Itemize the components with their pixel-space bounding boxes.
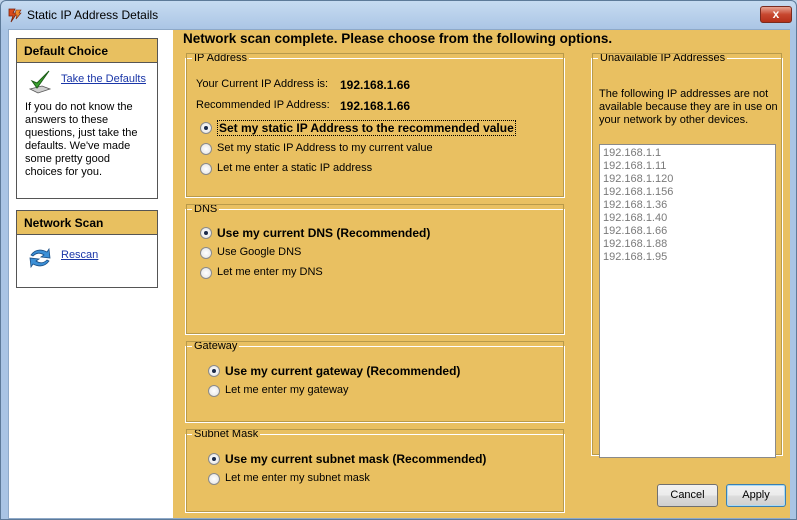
radio-subnet-current-dot[interactable] bbox=[208, 453, 220, 465]
recommended-ip-value: 192.168.1.66 bbox=[340, 99, 411, 113]
radio-dns-manual-label: Let me enter my DNS bbox=[217, 266, 323, 278]
default-choice-panel bbox=[16, 38, 158, 199]
radio-ip-recommended-label: Set my static IP Address to the recommended value bbox=[219, 121, 514, 135]
ip-list-item[interactable]: 192.168.1.95 bbox=[603, 251, 668, 263]
dns-group bbox=[185, 203, 565, 335]
refresh-arrows-icon bbox=[27, 245, 53, 271]
dialog-client-area bbox=[8, 29, 790, 519]
unavailable-ip-description: The following IP addresses are not available because they are in use on your network by other devices. bbox=[599, 88, 778, 126]
network-scan-panel bbox=[16, 210, 158, 288]
current-ip-label: Your Current IP Address is: bbox=[196, 78, 329, 90]
unavailable-ip-group bbox=[591, 52, 783, 456]
subnet-mask-group bbox=[185, 428, 565, 513]
ip-list-item[interactable]: 192.168.1.1 bbox=[603, 147, 662, 159]
ip-list-item[interactable]: 192.168.1.36 bbox=[603, 199, 668, 211]
app-logo-icon bbox=[7, 7, 23, 23]
unavailable-ip-legend: Unavailable IP Addresses bbox=[600, 52, 726, 64]
radio-dns-current-dot[interactable] bbox=[200, 227, 212, 239]
radio-ip-current-label: Set my static IP Address to my current value bbox=[217, 142, 433, 154]
radio-dns-google-label: Use Google DNS bbox=[217, 246, 302, 258]
dns-legend: DNS bbox=[194, 203, 218, 215]
recommended-ip-label: Recommended IP Address: bbox=[196, 99, 330, 111]
recommended-ip-row bbox=[196, 99, 411, 113]
radio-ip-manual-dot[interactable] bbox=[200, 163, 212, 175]
radio-dns-google-dot[interactable] bbox=[200, 247, 212, 259]
radio-subnet-current-label: Use my current subnet mask (Recommended) bbox=[225, 452, 487, 466]
ip-list-item[interactable]: 192.168.1.40 bbox=[603, 212, 668, 224]
default-choice-title: Default Choice bbox=[17, 39, 157, 63]
radio-ip-recommended-dot[interactable] bbox=[200, 122, 212, 134]
options-panel bbox=[173, 30, 790, 518]
radio-subnet-manual-dot[interactable] bbox=[208, 473, 220, 485]
subnet-mask-legend: Subnet Mask bbox=[194, 428, 259, 440]
rescan-row bbox=[17, 235, 157, 281]
radio-gateway-manual-dot[interactable] bbox=[208, 385, 220, 397]
apply-button[interactable]: Apply bbox=[726, 484, 786, 507]
radio-gateway-current-label: Use my current gateway (Recommended) bbox=[225, 364, 461, 378]
rescan-link[interactable]: Rescan bbox=[61, 249, 99, 261]
current-ip-row bbox=[196, 78, 411, 92]
radio-dns-manual-dot[interactable] bbox=[200, 267, 212, 279]
ip-list-item[interactable]: 192.168.1.66 bbox=[603, 225, 668, 237]
title-bar[interactable] bbox=[1, 1, 796, 29]
radio-ip-manual-label: Let me enter a static IP address bbox=[217, 162, 373, 174]
ip-list-item[interactable]: 192.168.1.88 bbox=[603, 238, 668, 250]
take-defaults-row bbox=[17, 63, 157, 97]
ip-list-item[interactable]: 192.168.1.11 bbox=[603, 160, 667, 172]
current-ip-value: 192.168.1.66 bbox=[340, 78, 411, 92]
radio-dns-current-label: Use my current DNS (Recommended) bbox=[217, 226, 431, 240]
gateway-legend: Gateway bbox=[194, 340, 238, 352]
cancel-button[interactable]: Cancel bbox=[657, 484, 718, 507]
radio-subnet-manual-label: Let me enter my subnet mask bbox=[225, 472, 370, 484]
radio-ip-current-dot[interactable] bbox=[200, 143, 212, 155]
window-title: Static IP Address Details bbox=[27, 8, 159, 22]
ip-address-group bbox=[185, 52, 565, 198]
default-choice-help-text: If you do not know the answers to these questions, just take the defaults. We've made some pretty good choices for you. bbox=[25, 101, 138, 178]
take-defaults-link[interactable]: Take the Defaults bbox=[61, 73, 146, 85]
radio-gateway-current-dot[interactable] bbox=[208, 365, 220, 377]
network-scan-title: Network Scan bbox=[17, 211, 157, 235]
unavailable-ip-list[interactable] bbox=[599, 144, 776, 458]
checkmark-icon bbox=[27, 69, 53, 95]
ip-list-item[interactable]: 192.168.1.120 bbox=[603, 173, 674, 185]
radio-gateway-manual-label: Let me enter my gateway bbox=[225, 384, 349, 396]
close-button[interactable]: x bbox=[760, 6, 792, 23]
ip-list-item[interactable]: 192.168.1.156 bbox=[603, 186, 674, 198]
scan-complete-heading: Network scan complete. Please choose from the following options. bbox=[183, 31, 613, 46]
ip-address-legend: IP Address bbox=[194, 52, 247, 64]
gateway-group bbox=[185, 340, 565, 423]
